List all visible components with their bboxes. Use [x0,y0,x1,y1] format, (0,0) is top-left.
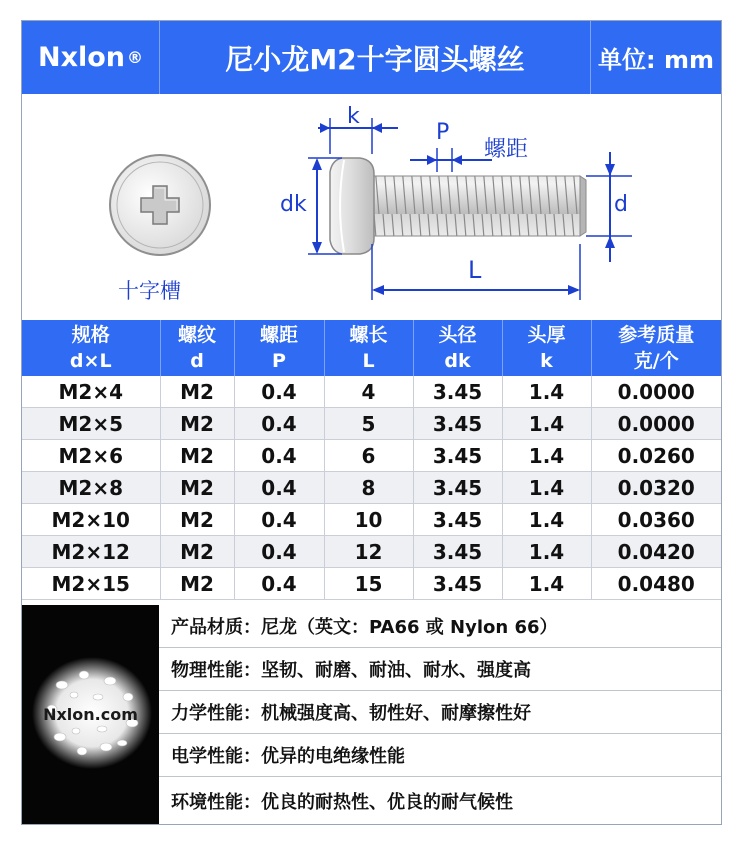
cell-spec: M2×6 [22,440,160,472]
cell-weight: 0.0360 [591,504,721,536]
cell-spec: M2×8 [22,472,160,504]
unit-label: 单位: mm [598,46,714,74]
cell-thread: M2 [160,504,234,536]
label-k: k [347,104,360,129]
cell-pitch: 0.4 [234,472,324,504]
cell-spec: M2×10 [22,504,160,536]
cell-head-diameter: 3.45 [413,408,502,440]
material-section [22,605,721,824]
cell-weight: 0.0000 [591,376,721,408]
spec-sheet [21,20,722,825]
cell-thread: M2 [160,536,234,568]
material-properties [159,605,721,824]
material-property-item: 电学性能：优异的电绝缘性能 [159,734,721,777]
cell-weight: 0.0420 [591,536,721,568]
slot-label: 十字槽 [118,279,181,303]
cell-thread: M2 [160,568,234,600]
material-property-item: 力学性能：机械强度高、韧性好、耐摩擦性好 [159,691,721,734]
table-row [22,536,721,568]
cell-head-thickness: 1.4 [502,504,591,536]
col-header-length: 螺长 L [324,320,413,376]
label-dk: dk [280,192,307,217]
cell-weight: 0.0320 [591,472,721,504]
header-bar [22,21,721,94]
cell-head-thickness: 1.4 [502,568,591,600]
label-pitch: 螺距 [484,137,529,162]
cell-pitch: 0.4 [234,536,324,568]
cell-length: 4 [324,376,413,408]
cell-thread: M2 [160,376,234,408]
head-front-view [110,155,210,255]
cell-head-diameter: 3.45 [413,376,502,408]
cell-length: 12 [324,536,413,568]
brand-name: Nxlon [37,42,126,73]
table-row [22,376,721,408]
cell-thread: M2 [160,408,234,440]
label-l: L [468,256,482,284]
cell-head-diameter: 3.45 [413,568,502,600]
cell-head-thickness: 1.4 [502,536,591,568]
label-p: P [436,120,450,145]
registered-mark: ® [127,48,144,67]
cell-head-thickness: 1.4 [502,472,591,504]
nylon-pellets-photo [22,605,159,824]
cell-pitch: 0.4 [234,376,324,408]
cell-spec: M2×12 [22,536,160,568]
col-header-pitch: 螺距 P [234,320,324,376]
cell-head-diameter: 3.45 [413,440,502,472]
material-property-item: 产品材质：尼龙（英文：PA66 或 Nylon 66） [159,605,721,648]
photo-brand-text: Nxlon.com [43,705,138,724]
col-header-thread: 螺纹 d [160,320,234,376]
cell-pitch: 0.4 [234,440,324,472]
table-header-row [22,320,721,376]
col-header-head-diameter: 头径 dk [413,320,502,376]
cell-head-diameter: 3.45 [413,504,502,536]
cell-spec: M2×4 [22,376,160,408]
label-d: d [614,192,628,217]
cell-head-thickness: 1.4 [502,376,591,408]
table-row [22,568,721,600]
material-property-item: 物理性能：坚韧、耐磨、耐油、耐水、强度高 [159,648,721,691]
spec-table [22,320,721,600]
material-property-item: 环境性能：优良的耐热性、优良的耐气候性 [171,791,513,813]
screw-side-view [330,158,586,254]
cell-thread: M2 [160,472,234,504]
cell-head-thickness: 1.4 [502,408,591,440]
col-header-spec: 规格 d×L [22,320,160,376]
table-row [22,504,721,536]
cell-head-diameter: 3.45 [413,536,502,568]
cell-length: 6 [324,440,413,472]
brand-logo [22,21,160,94]
screw-diagram [22,94,721,320]
cell-head-diameter: 3.45 [413,472,502,504]
cell-weight: 0.0480 [591,568,721,600]
cell-weight: 0.0260 [591,440,721,472]
cell-length: 5 [324,408,413,440]
cell-length: 8 [324,472,413,504]
cell-length: 15 [324,568,413,600]
cell-pitch: 0.4 [234,568,324,600]
cell-thread: M2 [160,440,234,472]
cell-spec: M2×15 [22,568,160,600]
cell-spec: M2×5 [22,408,160,440]
cell-head-thickness: 1.4 [502,440,591,472]
cell-length: 10 [324,504,413,536]
table-row [22,440,721,472]
table-row [22,472,721,504]
cell-pitch: 0.4 [234,408,324,440]
cell-weight: 0.0000 [591,408,721,440]
page-title: 尼小龙M2十字圆头螺丝 [160,21,591,94]
cell-pitch: 0.4 [234,504,324,536]
table-row [22,408,721,440]
col-header-weight: 参考质量 克/个 [591,320,721,376]
col-header-head-thickness: 头厚 k [502,320,591,376]
